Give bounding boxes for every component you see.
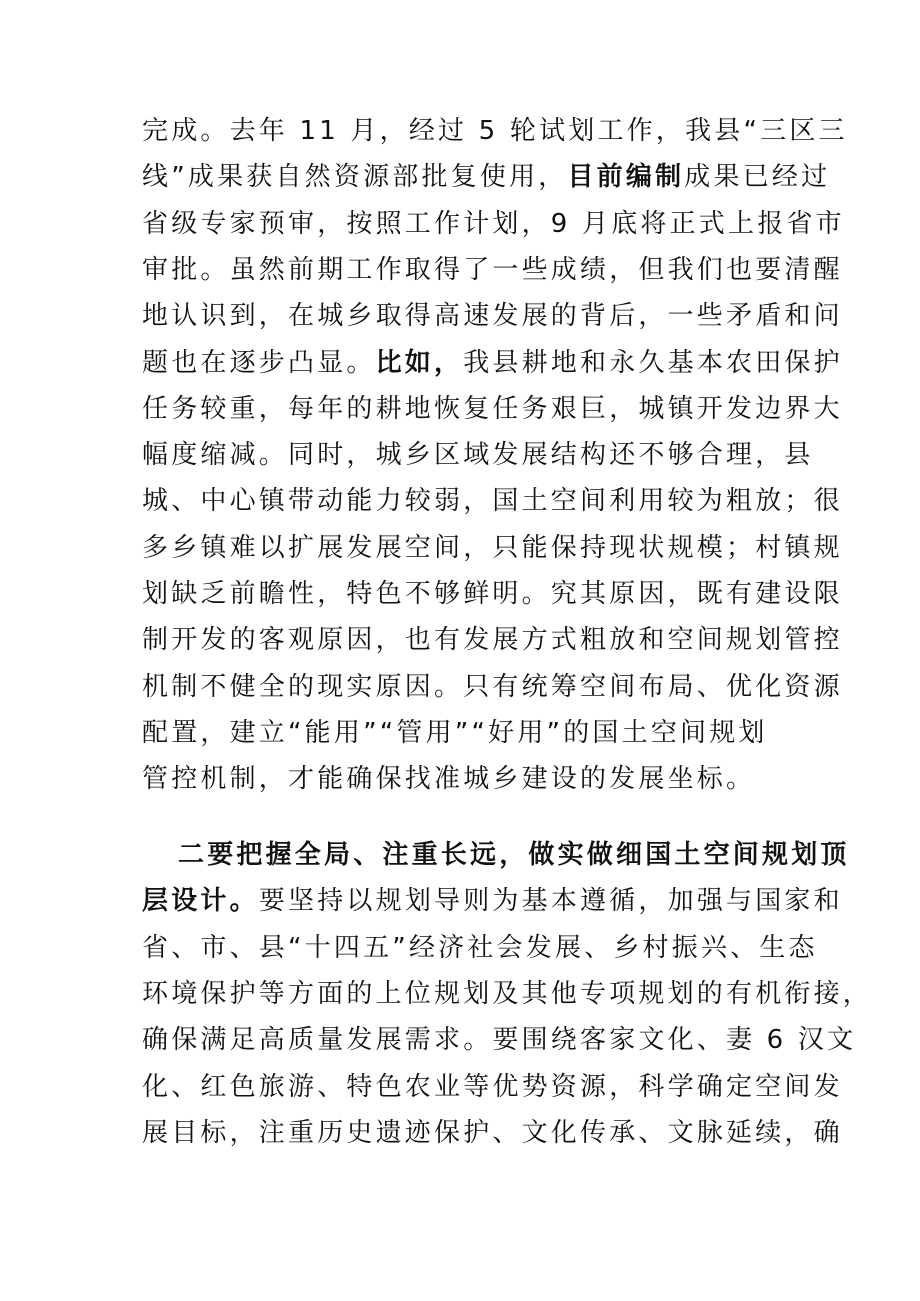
text-line (142, 525, 843, 571)
text-line (142, 1110, 843, 1156)
text-line (142, 664, 843, 710)
text-line (142, 571, 843, 617)
text-segment: 机制不健全的现实原因。只有统筹空间布局、优化资源 (142, 671, 843, 702)
text-line (142, 432, 814, 478)
text-line (142, 756, 755, 802)
text-line (142, 108, 848, 154)
text-segment: 管控机制，才能确保找准城乡建设的发展坐标。 (142, 764, 756, 795)
text-segment: 完成。去年 11 月，经过 5 轮试划工作，我县“三区三 (142, 116, 848, 146)
bold-text-segment: 比如， (375, 347, 464, 378)
text-segment: 划缺乏前瞻性，特色不够鲜明。究其原因，既有建设限 (142, 579, 843, 609)
text-segment: 城、中心镇带动能力较弱，国土空间利用较为粗放；很 (142, 486, 843, 517)
text-segment: 配置，建立“能用”“管用”“好用”的国土空间规划 (142, 717, 768, 748)
text-segment: 地认识到，在城乡取得高速发展的背后，一些矛盾和问 (142, 301, 843, 332)
text-line (142, 386, 843, 432)
text-line (142, 1064, 843, 1110)
bold-text-segment: 二要把握全局、注重长远，做实做细国土空间规划顶 (178, 840, 850, 870)
text-segment: 幅度缩减。同时，城乡区域发展结构还不够合理，县 (142, 440, 814, 471)
text-segment: 线”成果获自然资源部批复使用， (142, 162, 568, 193)
text-segment: 要坚持以规划导则为基本遵循，加强与国家和 (258, 886, 843, 917)
text-segment: 多乡镇难以扩展发展空间，只能保持现状规模；村镇规 (142, 532, 843, 563)
text-line (142, 340, 843, 386)
text-segment: 省级专家预审，按照工作计划，9 月底将正式上报省市 (142, 208, 845, 239)
text-line (178, 832, 850, 878)
text-segment: 确保满足高质量发展需求。要围绕客家文化、妻 6 汉文 (142, 1025, 857, 1056)
text-line (142, 710, 768, 756)
text-line (142, 478, 843, 524)
text-segment: 环境保护等方面的上位规划及其他专项规划的有机衔接， (142, 978, 873, 1009)
text-line (142, 971, 872, 1017)
text-line (142, 201, 845, 247)
text-segment: 我县耕地和永久基本农田保护 (463, 347, 843, 378)
text-line (142, 154, 830, 200)
text-line (142, 247, 843, 293)
text-segment: 审批。虽然前期工作取得了一些成绩，但我们也要清醒 (142, 254, 843, 285)
text-segment: 题也在逐步凸显。 (142, 347, 376, 378)
text-segment: 任务较重，每年的耕地恢复任务艰巨，城镇开发边界大 (142, 393, 843, 424)
text-segment: 成果已经过 (684, 162, 831, 193)
bold-text-segment: 目前编制 (567, 162, 685, 193)
text-line (142, 878, 843, 924)
text-segment: 省、市、县“十四五”经济社会发展、乡村振兴、生态 (142, 932, 818, 963)
text-segment: 展目标，注重历史遗迹保护、文化传承、文脉延续，确 (142, 1117, 843, 1148)
text-line (142, 293, 843, 339)
text-line (142, 925, 818, 971)
text-segment: 制开发的客观原因，也有发展方式粗放和空间规划管控 (142, 625, 843, 656)
text-segment: 化、红色旅游、特色农业等优势资源，科学确定空间发 (142, 1071, 843, 1102)
bold-text-segment: 层设计。 (142, 886, 259, 917)
text-line (142, 617, 843, 663)
text-line (142, 1017, 856, 1063)
